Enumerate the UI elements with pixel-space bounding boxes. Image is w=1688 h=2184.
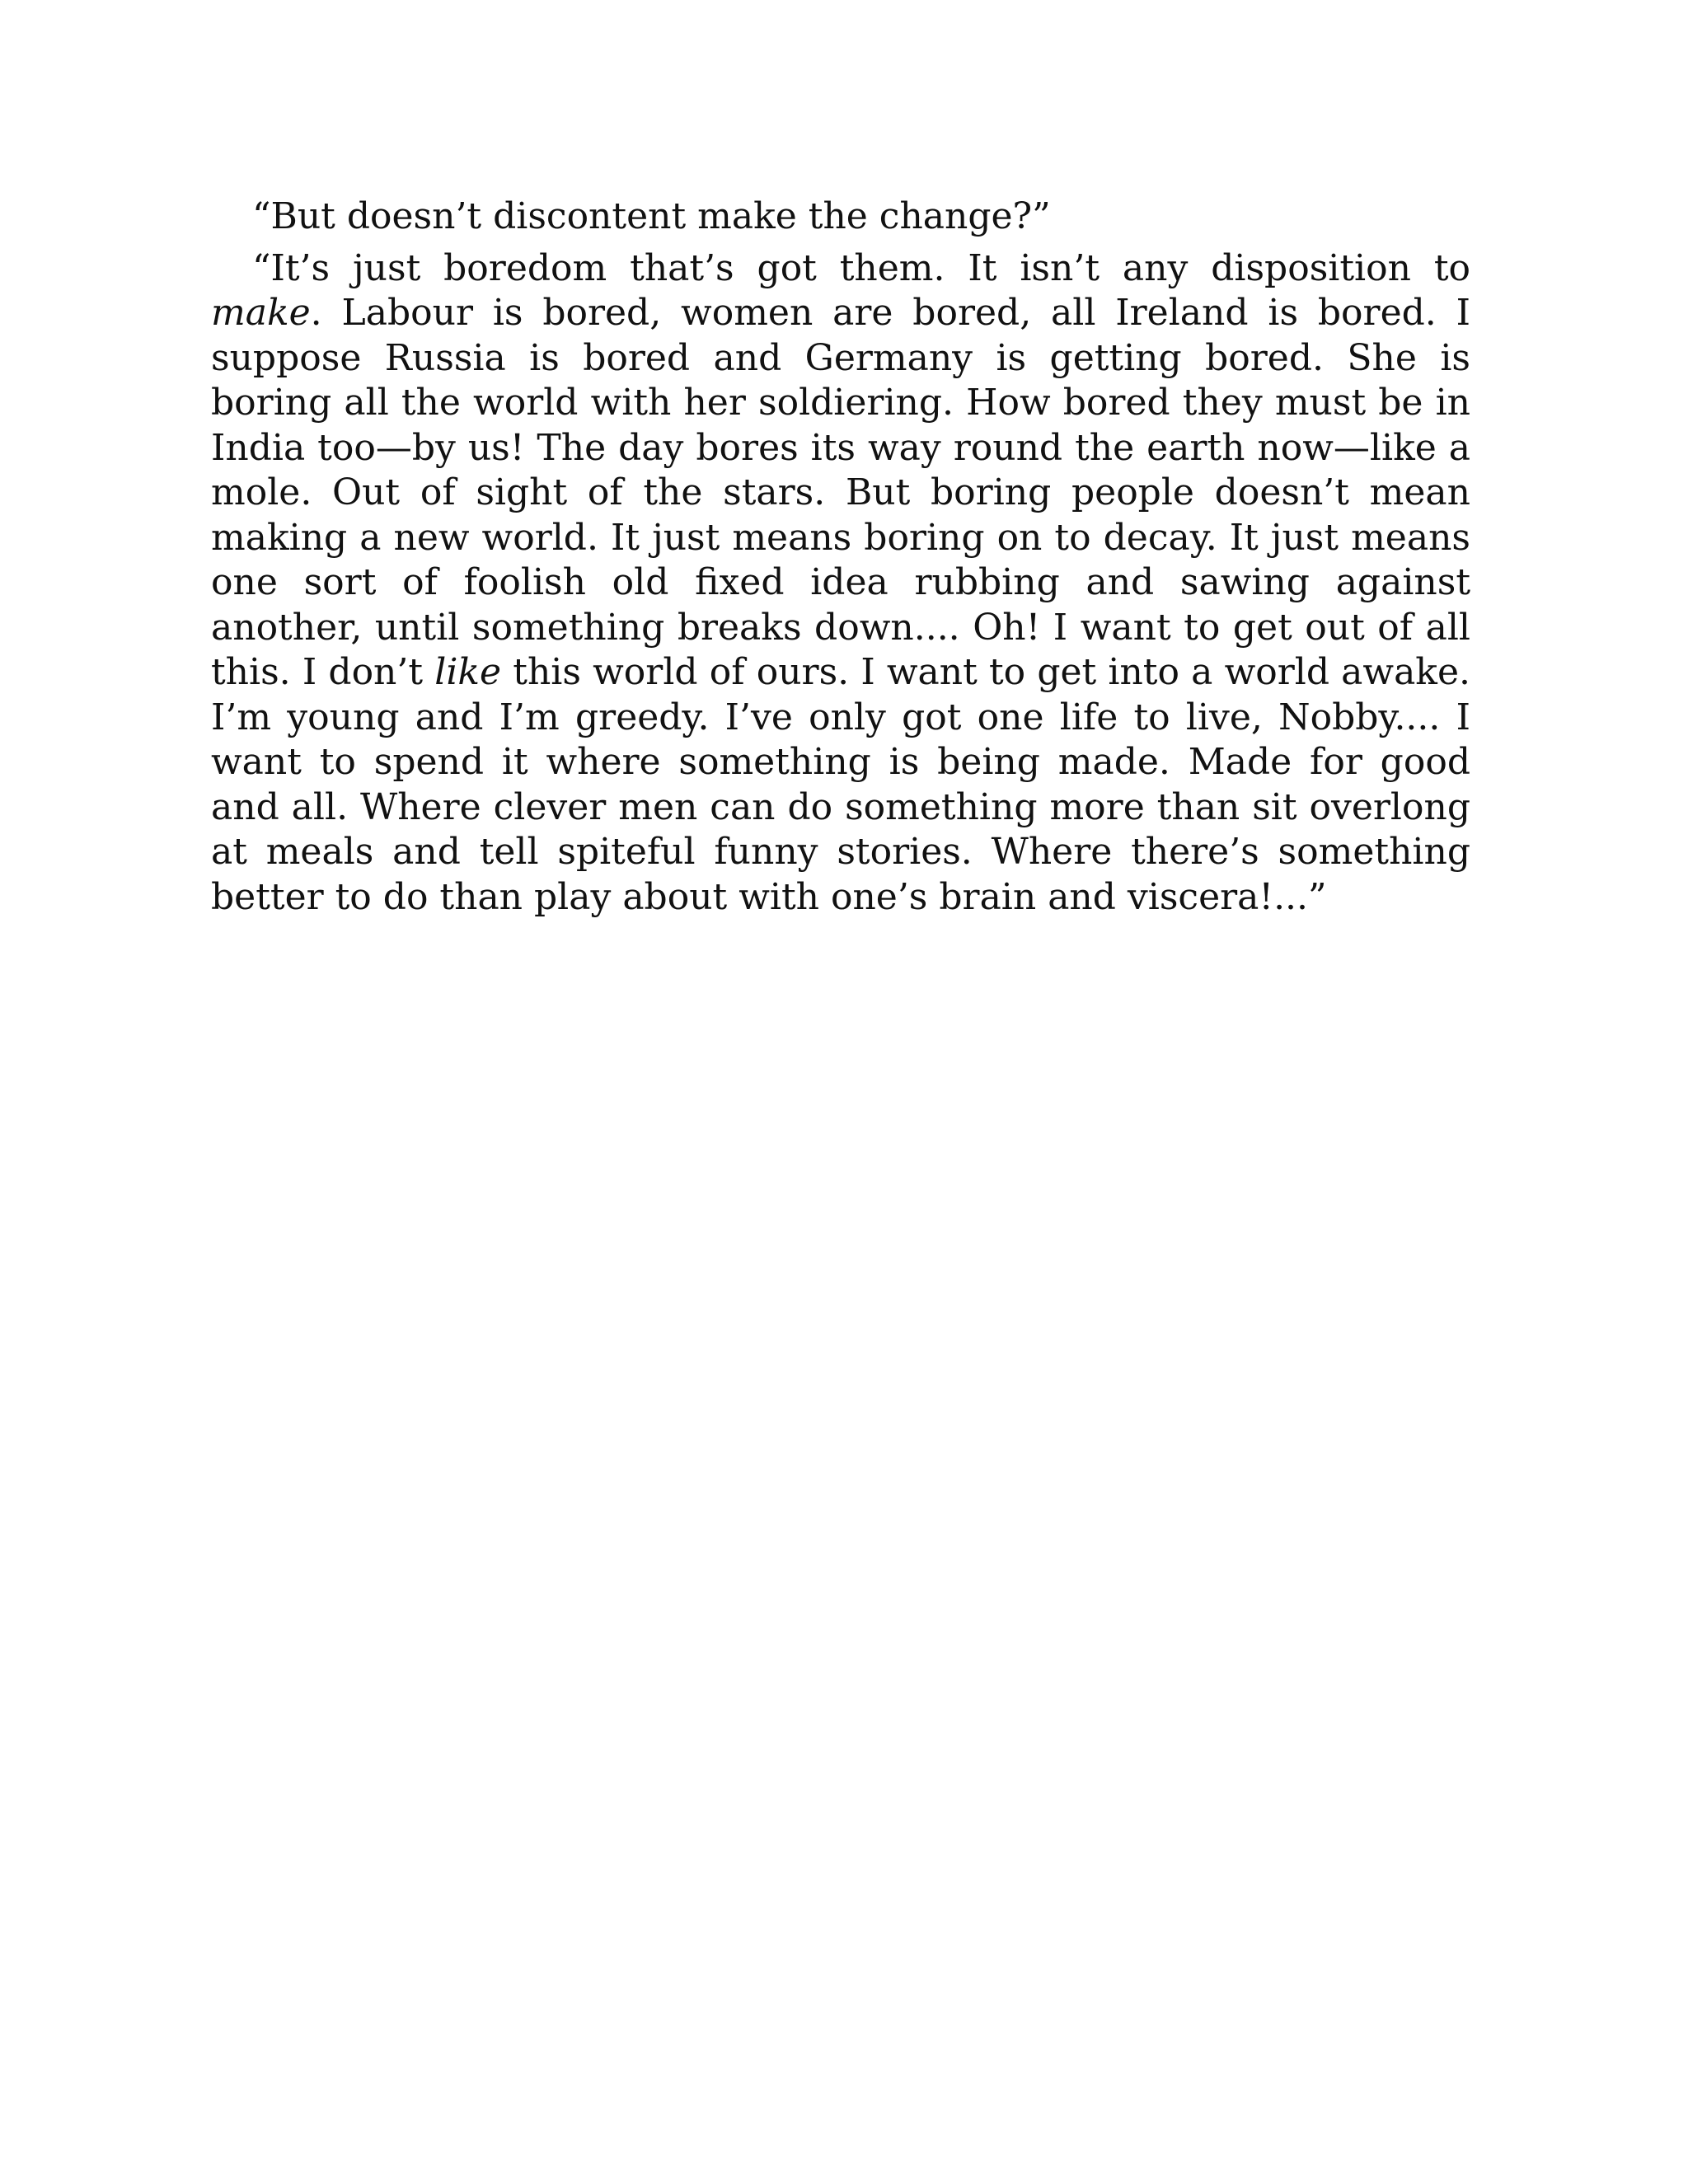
text-run: this world of ours. I want to get into a world awake. I’m young and I’m greedy. I’ve only got one life to live, Nobby.... I want to spend it where something is being made. Made for good and all. Where clever men can do something more than sit overlong at meals and tell spiteful funny stories. Where there’s something better to do than play about with one’s brain and viscera!...” <box>211 651 1470 918</box>
text-run: . Labour is bored, women are bored, all Ireland is bored. I suppose Russia is bored and Germany is getting bored. She is boring all the world with her soldiering. How bored they must be in India too—by us! The day bores its way round the earth now—like a mole. Out of sight of the stars. But boring people doesn’t mean making a new world. It just means boring on to decay. It just means one sort of foolish old fixed idea rubbing and sawing against another, until something breaks down.... Oh! I want to get out of all this. I don’t <box>211 292 1470 693</box>
text-run: “It’s just boredom that’s got them. It isn’t any disposition to <box>252 246 1470 289</box>
paragraph-1 <box>211 194 1470 240</box>
body-text <box>211 194 1470 920</box>
paragraph-2 <box>211 246 1470 921</box>
italic-word-make: make <box>211 292 311 334</box>
italic-word-like: like <box>434 651 502 693</box>
text-run: “But doesn’t discontent make the change?” <box>252 195 1051 237</box>
